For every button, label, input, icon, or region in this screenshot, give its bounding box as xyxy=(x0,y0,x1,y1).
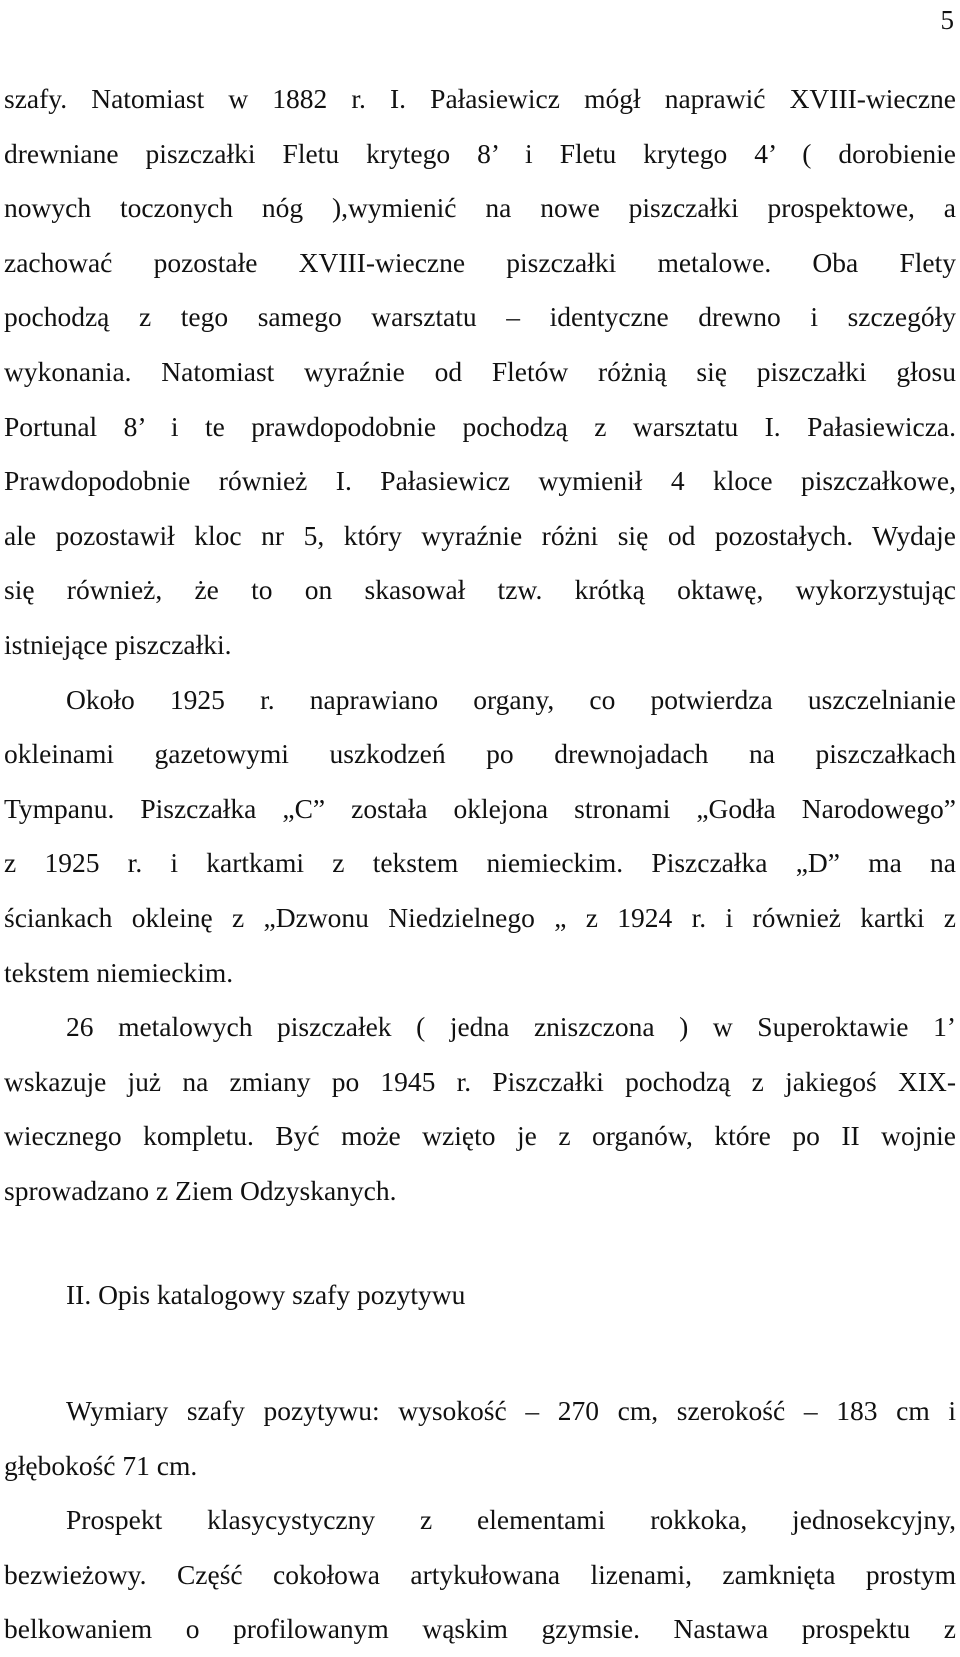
text-line: drewniane piszczałki Fletu krytego 8’ i Fletu krytego 4’ ( dorobienie xyxy=(4,137,956,169)
text-line: ale pozostawił kloc nr 5, który wyraźnie różni się od pozostałych. Wydaje xyxy=(4,519,956,551)
text-line: wiecznego kompletu. Być może wzięto je z organów, które po II wojnie xyxy=(4,1120,956,1152)
text-line: głębokość 71 cm. xyxy=(4,1449,198,1481)
spacer xyxy=(4,1218,956,1268)
text-line: bezwieżowy. Część cokołowa artykułowana lizenami, zamknięta prostym xyxy=(4,1558,956,1590)
text-line: szafy. Natomiast w 1882 r. I. Pałasiewicz mógł naprawić XVIII-wieczne xyxy=(4,83,956,114)
text-line: Wymiary szafy pozytywu: wysokość – 270 cm, szerokość – 183 cm i xyxy=(66,1395,956,1427)
text-line: Prospekt klasycystyczny z elementami rokkoka, jednosekcyjny, xyxy=(66,1504,956,1536)
spacer xyxy=(4,1323,956,1384)
paragraph-dimensions xyxy=(4,1384,956,1493)
text-line: zachować pozostałe XVIII-wieczne piszczałki metalowe. Oba Flety xyxy=(4,246,956,278)
text-line: sprowadzano z Ziem Odzyskanych. xyxy=(4,1174,397,1206)
text-line: wykonania. Natomiast wyraźnie od Fletów różnią się piszczałki głosu xyxy=(4,355,956,387)
text-line: z 1925 r. i kartkami z tekstem niemieckim. Piszczałka „D” ma na xyxy=(4,847,956,879)
text-line: istniejące piszczałki. xyxy=(4,628,232,660)
paragraph-superoctave-pipes xyxy=(4,1000,956,1218)
text-line: Około 1925 r. naprawiano organy, co potwierdza uszczelnianie xyxy=(66,683,956,715)
text-line: Portunal 8’ i te prawdopodobnie pochodzą z warsztatu I. Pałasiewicza. xyxy=(4,410,956,442)
text-line: się również, że to on skasował tzw. krótką oktawę, wykorzystując xyxy=(4,574,956,606)
page-number: 5 xyxy=(940,5,954,35)
text-line: ściankach okleinę z „Dzwonu Niedzielnego „ z 1924 r. i również kartki z xyxy=(4,901,956,933)
text-line: nowych toczonych nóg ),wymienić na nowe piszczałki prospektowe, a xyxy=(4,192,956,224)
section-heading: II. Opis katalogowy szafy pozytywu xyxy=(66,1279,466,1311)
text-line: Tympanu. Piszczałka „C” została oklejona stronami „Godła Narodowego” xyxy=(4,792,956,824)
page-body xyxy=(4,72,956,1657)
text-line: pochodzą z tego samego warsztatu – identyczne drewno i szczegóły xyxy=(4,301,956,333)
paragraph-organ-repair-1882 xyxy=(4,72,956,673)
text-line: belkowaniem o profilowanym wąskim gzymsie. Nastawa prospektu z xyxy=(4,1613,956,1645)
text-line: wskazuje już na zmiany po 1945 r. Piszczałki pochodzą z jakiegoś XIX- xyxy=(4,1065,956,1097)
text-line: 26 metalowych piszczałek ( jedna zniszczona ) w Superoktawie 1’ xyxy=(66,1011,956,1043)
paragraph-organ-repair-1925 xyxy=(4,673,956,1001)
text-line: tekstem niemieckim. xyxy=(4,956,234,988)
text-line: Prawdopodobnie również I. Pałasiewicz wymienił 4 kloce piszczałkowe, xyxy=(4,465,956,497)
paragraph-prospect-description xyxy=(4,1493,956,1657)
text-line: okleinami gazetowymi uszkodzeń po drewnojadach na piszczałkach xyxy=(4,738,956,770)
